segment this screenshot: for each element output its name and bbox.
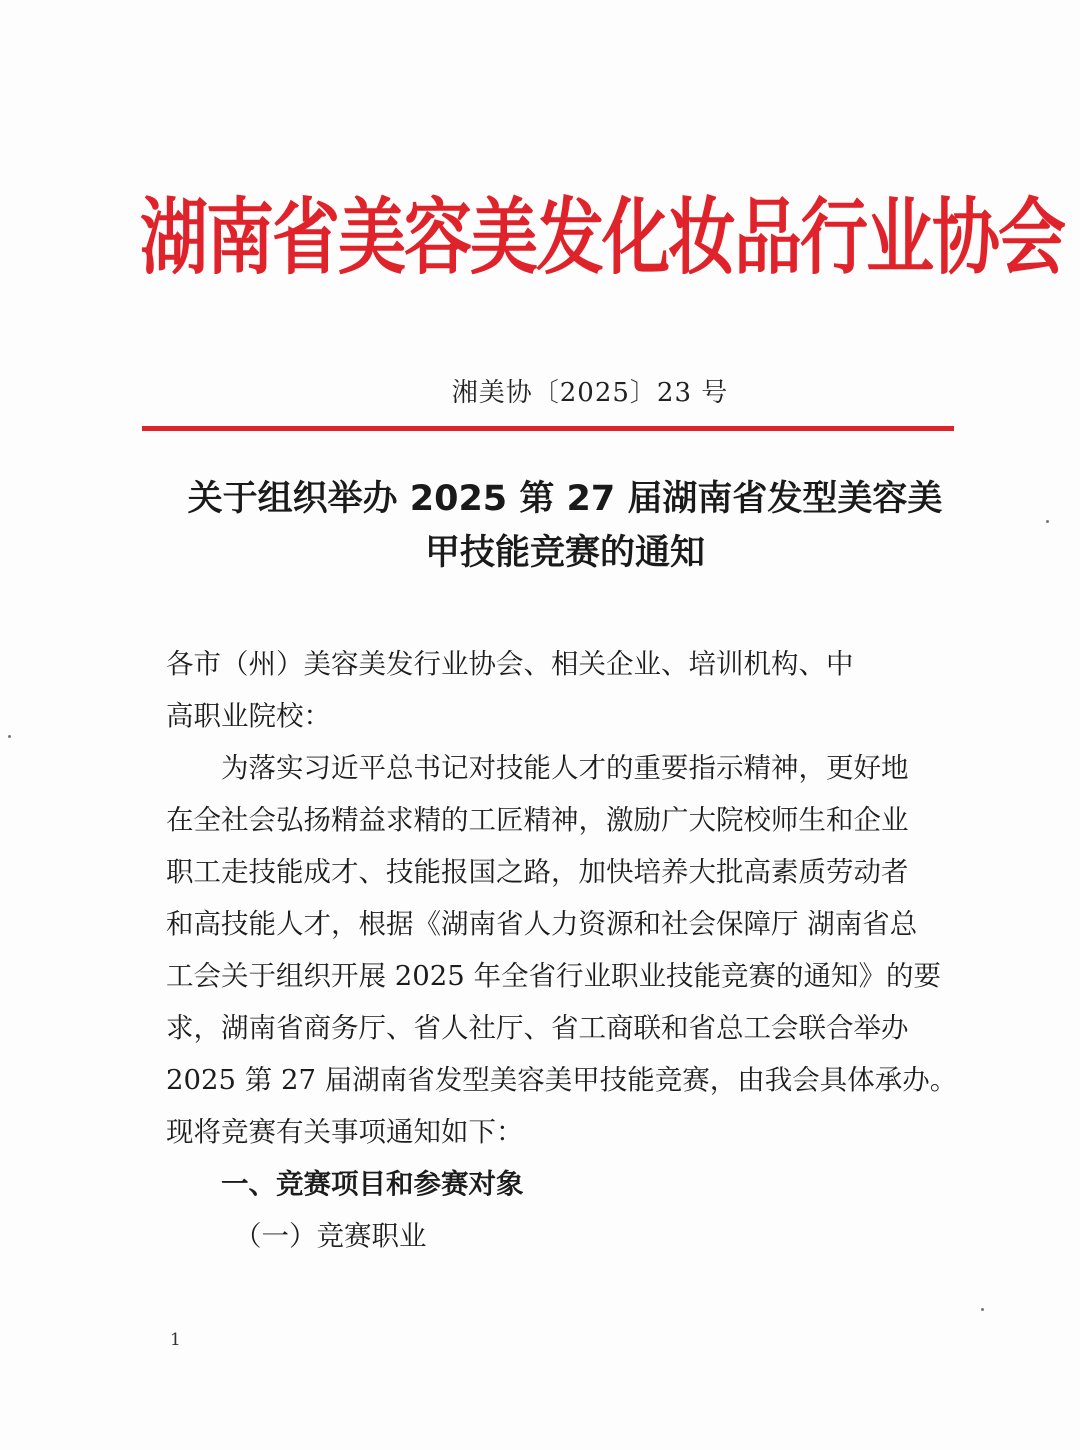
- red-divider-line: [142, 426, 954, 431]
- organization-header: 湖南省美容美发化妆品行业协会: [140, 190, 1065, 287]
- paragraph-line-2: 在全社会弘扬精益求精的工匠精神，激励广大院校师生和企业: [166, 804, 909, 836]
- paragraph-line-6: 求，湖南省商务厅、省人社厅、省工商联和省总工会联合举办: [166, 1012, 909, 1044]
- paragraph-line-7: 2025 第 27 届湖南省发型美容美甲技能竞赛，由我会具体承办。: [166, 1064, 958, 1096]
- scan-speck: [981, 1308, 984, 1311]
- document-number: 湘美协〔2025〕23 号: [451, 378, 729, 408]
- page-number: 1: [170, 1330, 181, 1350]
- notice-title: [150, 472, 980, 580]
- salutation-line-2: 高职业院校：: [166, 700, 331, 732]
- subsection-heading: （一）竞赛职业: [234, 1220, 427, 1252]
- salutation-line-1: 各市（州）美容美发行业协会、相关企业、培训机构、中: [166, 648, 854, 680]
- scan-speck: [1046, 520, 1049, 523]
- section-heading: 一、竞赛项目和参赛对象: [221, 1168, 524, 1200]
- title-line-2: 甲技能竞赛的通知: [424, 533, 705, 573]
- paragraph-line-1: 为落实习近平总书记对技能人才的重要指示精神，更好地: [221, 752, 909, 784]
- scan-speck: [8, 735, 11, 738]
- paragraph-line-8: 现将竞赛有关事项通知如下：: [166, 1116, 524, 1148]
- paragraph-line-4: 和高技能人才，根据《湖南省人力资源和社会保障厅 湖南省总: [166, 908, 918, 940]
- title-line-1: 关于组织举办 2025 第 27 届湖南省发型美容美: [187, 479, 943, 519]
- paragraph-line-3: 职工走技能成才、技能报国之路，加快培养大批高素质劳动者: [166, 856, 909, 888]
- paragraph-line-5: 工会关于组织开展 2025 年全省行业职业技能竞赛的通知》的要: [166, 960, 941, 992]
- notice-body: [166, 638, 986, 1262]
